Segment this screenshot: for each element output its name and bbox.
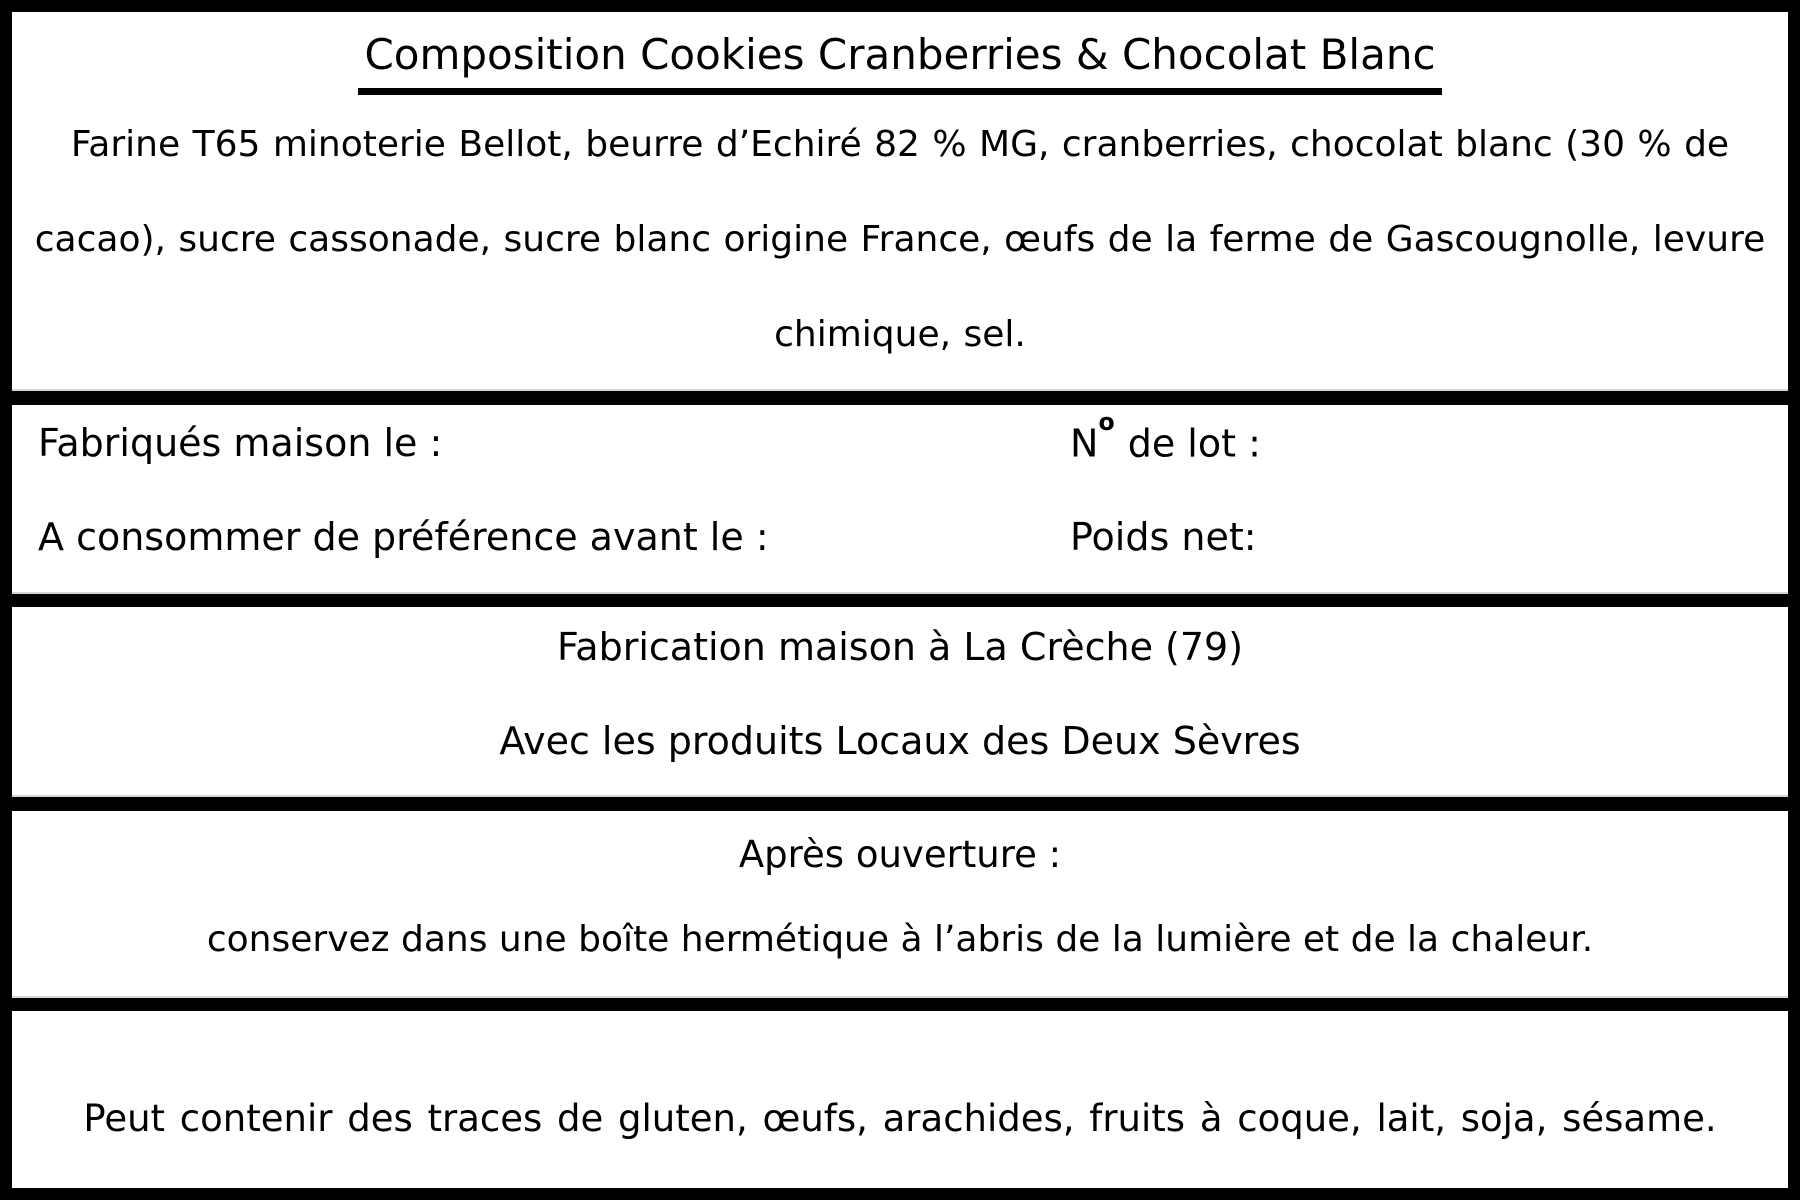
lot-prefix: N [1070,421,1099,466]
section-divider [12,592,1788,607]
title-row [12,32,1788,95]
lot-number-label [1070,408,1261,466]
origin-section [12,607,1788,795]
section-divider [12,389,1788,405]
origin-line-1: Fabrication maison à La Crèche (79) [556,625,1244,669]
traceability-section [12,405,1788,592]
origin-line-2: Avec les produits Locaux des Deux Sèvres [499,719,1301,763]
storage-line-1: Après ouverture : [738,833,1062,876]
storage-line-2: conservez dans une boîte hermétique à l’abris de la lumière et de la chaleur. [206,919,1594,960]
ingredients-line-1: Farine T65 minoterie Bellot, beurre d’Echiré 82 % MG, cranberries, chocolat blanc (30 % de [70,124,1730,165]
ingredients-line-2: cacao), sucre cassonade, sucre blanc origine France, œufs de la ferme de Gascougnolle, levure [34,219,1766,260]
best-before-label: A consommer de préférence avant le : [38,515,769,559]
storage-section [12,811,1788,996]
section-divider [12,795,1788,811]
composition-section [12,12,1788,389]
lot-suffix: de lot : [1115,421,1261,466]
section-divider [12,996,1788,1011]
label-title: Composition Cookies Cranberries & Chocolat Blanc [358,32,1441,95]
lot-superscript: o [1098,408,1116,437]
made-on-label: Fabriqués maison le : [38,421,443,465]
ingredients-line-3: chimique, sel. [774,314,1026,355]
net-weight-label: Poids net: [1070,515,1257,559]
allergens-section [12,1011,1788,1188]
allergens-text: Peut contenir des traces de gluten, œufs, arachides, fruits à coque, lait, soja, sésame. [83,1097,1717,1140]
